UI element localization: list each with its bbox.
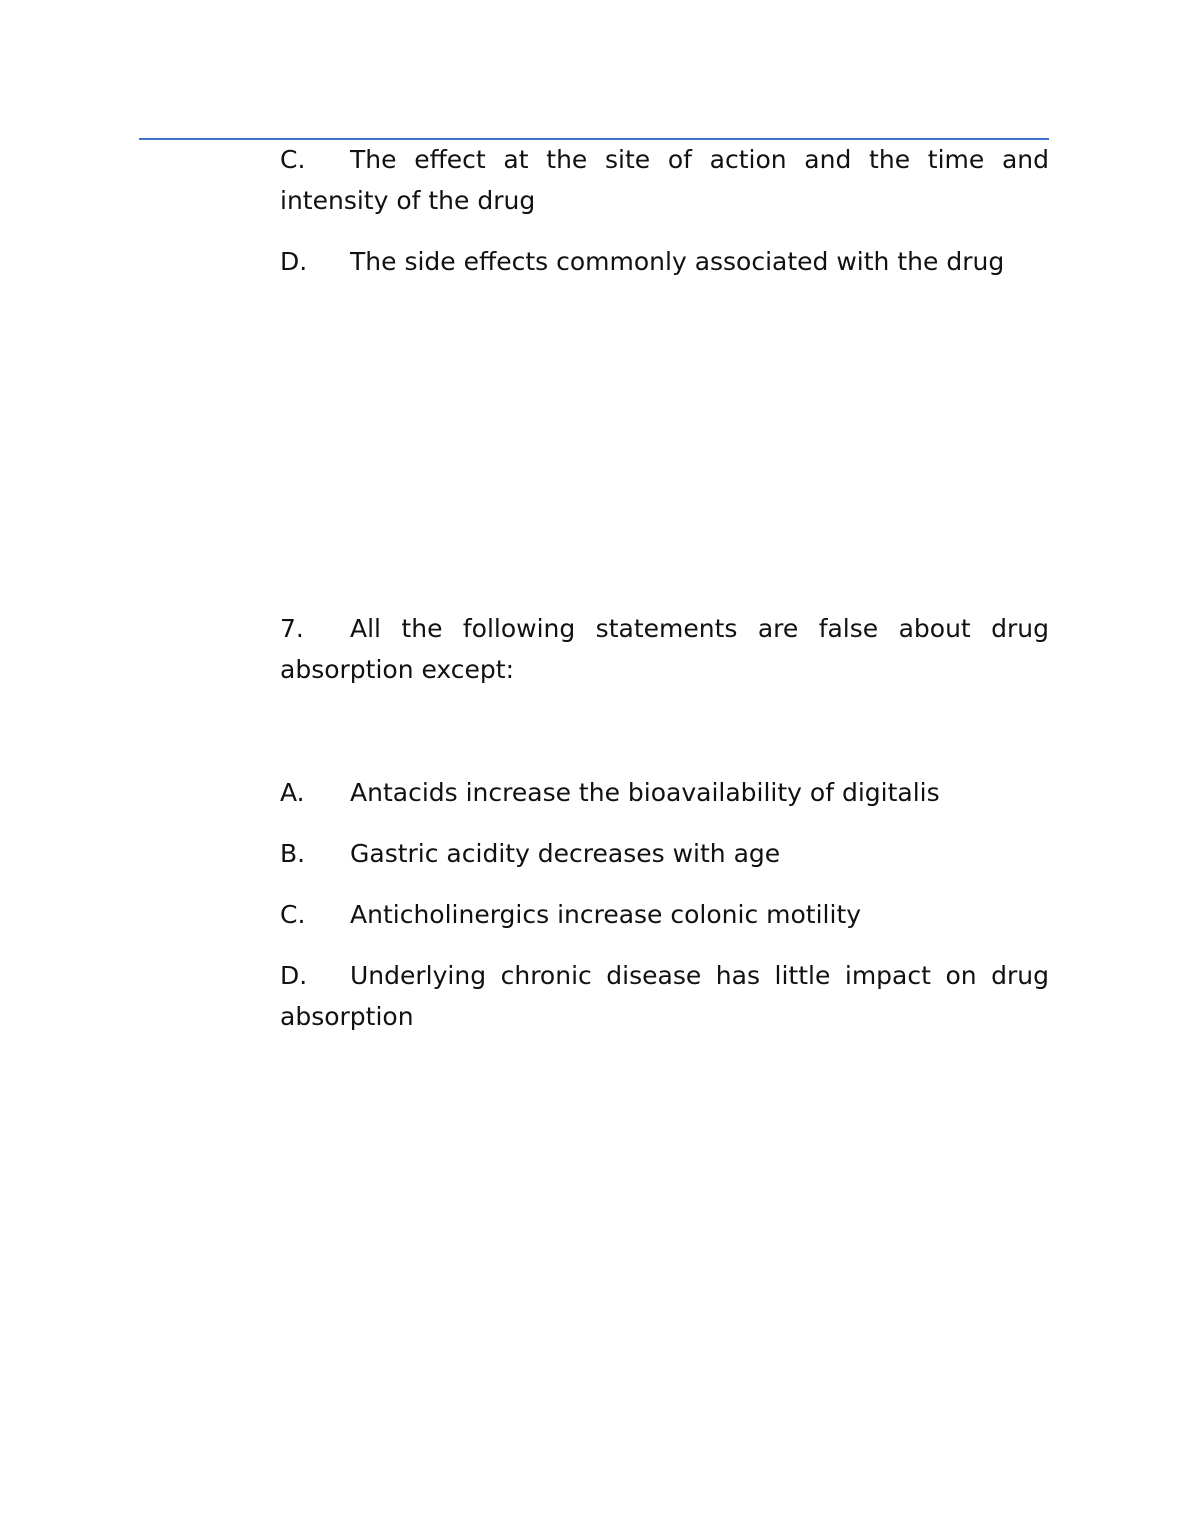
option-text: The side effects commonly associated with the drug	[350, 247, 1005, 276]
option-letter: C.	[280, 145, 306, 174]
option-text: Underlying chronic disease has little impact on drug absorption	[280, 961, 1049, 1031]
option-text: Anticholinergics increase colonic motility	[350, 900, 862, 929]
option-letter: B.	[280, 839, 306, 868]
option-letter: C.	[280, 900, 306, 929]
option-letter: A.	[280, 778, 305, 807]
option-a	[280, 772, 1049, 813]
question-text: All the following statements are false about drug absorption except:	[280, 614, 1049, 684]
option-text: The effect at the site of action and the time and intensity of the drug	[280, 145, 1049, 215]
option-b	[280, 833, 1049, 874]
option-c	[280, 894, 1049, 935]
prev-option-c	[280, 139, 1049, 221]
option-text: Gastric acidity decreases with age	[350, 839, 781, 868]
question-7	[280, 608, 1049, 690]
option-text: Antacids increase the bioavailability of digitalis	[350, 778, 940, 807]
option-letter: D.	[280, 247, 308, 276]
question-number: 7.	[280, 614, 304, 643]
prev-option-d	[280, 241, 1049, 282]
option-d	[280, 955, 1049, 1037]
option-letter: D.	[280, 961, 308, 990]
